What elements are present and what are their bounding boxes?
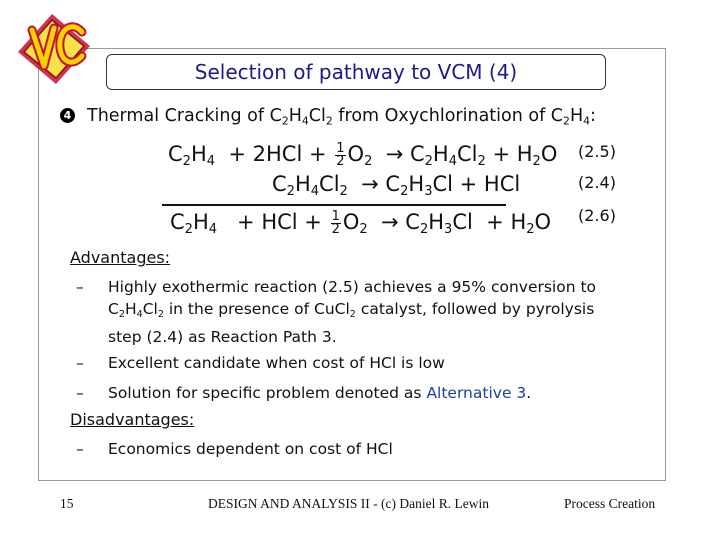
- disadvantage-item: – Economics dependent on cost of HCl: [76, 440, 393, 458]
- equation-2-5: $C_2H_4 + 2HCl$ + $\frac{1}{2}O_2 \to C_2H_4Cl_2 + H_2O$: [168, 140, 558, 169]
- advantage-item: – Excellent candidate when cost of HCl is low: [76, 354, 445, 372]
- equation-2-4: $C_2H_4Cl_2 \to C_2H_3Cl$ + HCl: [272, 172, 521, 199]
- disadvantages-heading: Disadvantages:: [70, 410, 195, 429]
- footer-center: DESIGN AND ANALYSIS II - (c) Daniel R. Lewin: [208, 496, 489, 511]
- advantage-item: – Highly exothermic reaction (2.5) achieves a 95% conversion to $C_2H_4Cl_2$ in the presence of CuCl$_2$ catalyst, followed by pyrolysis step (2.4) as Reaction Path 3.: [76, 278, 597, 346]
- bullet-heading: 4 Thermal Cracking of $C_2H_4Cl_2$ from Oxychlorination of $C_2H_4$:: [60, 106, 596, 127]
- vc-logo-icon: [10, 8, 96, 88]
- page-number: 15: [60, 496, 74, 511]
- numbered-bullet-icon: 4: [60, 108, 75, 123]
- alternative-3-link: Alternative 3: [426, 384, 527, 402]
- slide-title: Selection of pathway to VCM (4): [106, 54, 606, 90]
- equation-number: (2.5): [578, 142, 616, 161]
- equation-number: (2.4): [578, 173, 616, 192]
- footer-right: Process Creation: [564, 496, 656, 511]
- advantage-item: – Solution for specific problem denoted as Alternative 3.: [76, 384, 532, 402]
- equation-2-6: $C_2H_4$ + HCl + $\frac{1}{2}O_2 \to C_2H_3Cl + H_2O$: [170, 208, 552, 237]
- equation-number: (2.6): [578, 206, 616, 225]
- advantages-heading: Advantages:: [70, 248, 171, 267]
- summation-line: [162, 204, 506, 206]
